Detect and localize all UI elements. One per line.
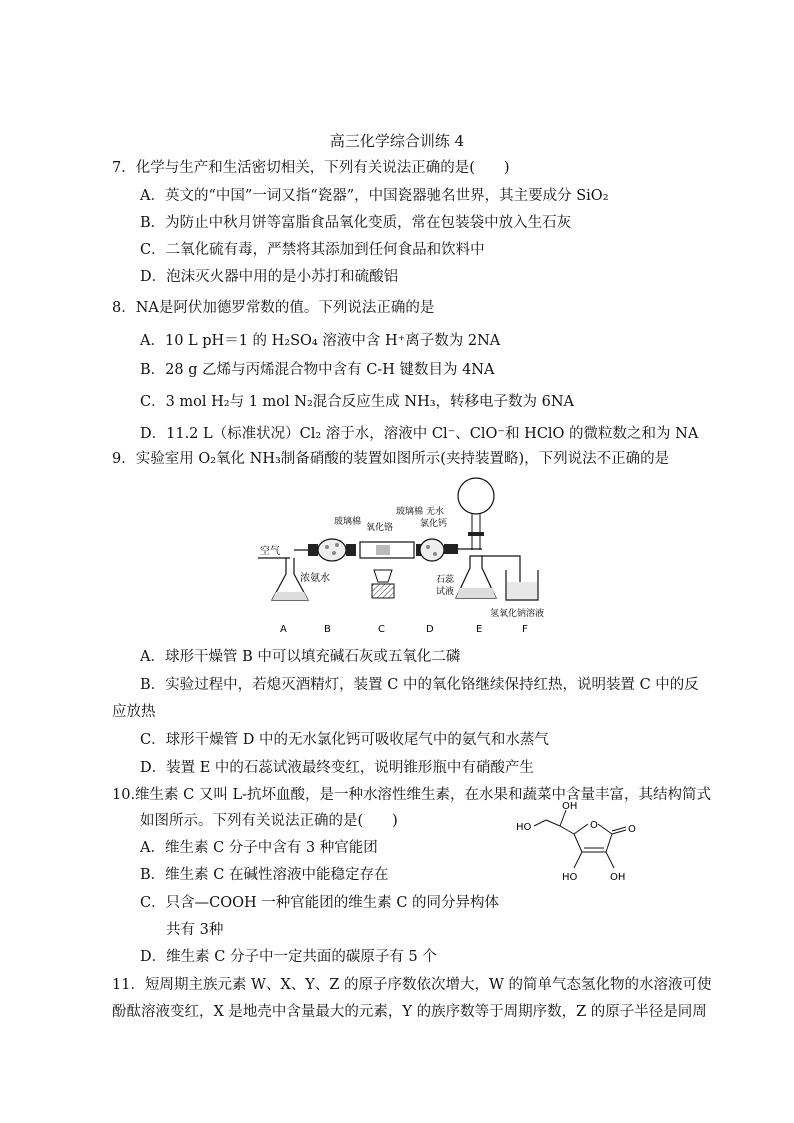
label-glasswool-2: 玻璃棉	[396, 507, 424, 517]
q10-stem-1: 10.维生素 C 又叫 L-抗坏血酸，是一种水溶性维生素，在水果和蔬菜中含量丰富，其结构简式	[112, 787, 712, 803]
q11-line-2: 酚酞溶液变红，X 是地壳中含量最大的元素，Y 的族序数等于周期序数，Z 的原子半径是同周	[112, 1004, 707, 1020]
q9-option-b-2: 应放热	[112, 704, 156, 720]
label-f: F	[522, 624, 528, 635]
label-e: E	[476, 624, 483, 635]
struct-o-keto: O	[628, 824, 636, 835]
q11-line-1: 11．短周期主族元素 W、X、Y、Z 的原子序数依次增大，W 的简单气态氢化物的水溶液可使	[112, 977, 712, 993]
q8-option-d: D．11.2 L（标准状况）Cl₂ 溶于水，溶液中 Cl⁻、ClO⁻和 HClO 的微粒数之和为 NA	[140, 426, 699, 442]
struct-o-ring: O	[590, 820, 598, 831]
q10-option-c-2: 共有 3种	[166, 922, 224, 938]
q9-option-c: C．球形干燥管 D 中的无水氯化钙可吸收尾气中的氨气和水蒸气	[140, 732, 549, 748]
label-d: D	[426, 624, 434, 635]
label-ammonia: 浓氨水	[300, 573, 330, 584]
q7-option-c: C．二氧化硫有毒，严禁将其添加到任何食品和饮料中	[140, 242, 485, 258]
q7-option-d: D．泡沫灭火器中用的是小苏打和硫酸铝	[140, 269, 399, 285]
label-cacl2-1: 无水	[426, 507, 445, 517]
page-title: 高三化学综合训练 4	[329, 132, 465, 150]
label-litmus-1: 石蕊	[436, 575, 455, 585]
q9-option-d: D．装置 E 中的石蕊试液最终变红，说明锥形瓶中有硝酸产生	[140, 760, 534, 776]
q7-option-b: B．为防止中秋月饼等富脂食品氧化变质，常在包装袋中放入生石灰	[140, 215, 572, 231]
label-glasswool-1: 玻璃棉	[334, 517, 362, 527]
drying-tube-b	[318, 539, 346, 561]
apparatus-diagram	[250, 470, 550, 640]
label-catalyst: 氧化铬	[366, 523, 394, 533]
struct-ho-2: HO	[562, 872, 578, 883]
q9-stem: 9．实验室用 O₂氧化 NH₃制备硝酸的装置如图所示(夹持装置略)，下列说法不正确的是	[112, 451, 670, 467]
drying-tube-d	[420, 539, 444, 561]
q10-option-a: A．维生素 C 分子中含有 3 种官能团	[140, 840, 378, 856]
q10-option-b: B．维生素 C 在碱性溶液中能稳定存在	[140, 867, 389, 883]
q10-stem-2: 如图所示。下列有关说法正确的是( )	[140, 813, 398, 829]
q9-option-b-1: B．实验过程中，若熄灭酒精灯，装置 C 中的氧化铬继续保持红热，说明装置 C 中的反	[140, 677, 699, 693]
q8-option-c: C．3 mol H₂与 1 mol N₂混合反应生成 NH₃，转移电子数为 6NA	[140, 394, 575, 410]
label-naoh: 氢氧化钠溶液	[490, 609, 545, 619]
label-a: A	[280, 624, 287, 635]
q7-option-a: A．英文的“中国”一词又指“瓷器”，中国瓷器驰名世界，其主要成分 SiO₂	[140, 188, 609, 204]
q10-option-c-1: C．只含—COOH 一种官能团的维生素 C 的同分异构体	[140, 895, 500, 911]
q8-option-b: B．28 g 乙烯与丙烯混合物中含有 C-H 键数目为 4NA	[140, 362, 495, 378]
q7-stem: 7．化学与生产和生活密切相关，下列有关说法正确的是( )	[112, 160, 510, 176]
label-c: C	[378, 624, 385, 635]
vitamin-c-structure	[510, 800, 650, 890]
label-cacl2-2: 氯化钙	[420, 519, 448, 529]
bulb-flask	[458, 478, 494, 514]
q8-option-a: A．10 L pH＝1 的 H₂SO₄ 溶液中含 H⁺离子数为 2NA	[140, 333, 501, 349]
label-air: 空气	[260, 546, 280, 557]
label-litmus-2: 试液	[436, 587, 455, 597]
q10-option-d: D．维生素 C 分子中一定共面的碳原子有 5 个	[140, 949, 437, 965]
struct-ho-1: HO	[516, 822, 532, 833]
struct-oh-1: OH	[562, 801, 578, 812]
q9-option-a: A．球形干燥管 B 中可以填充碱石灰或五氧化二磷	[140, 649, 461, 665]
q8-stem: 8．NA是阿伏加德罗常数的值。下列说法正确的是	[112, 300, 435, 316]
label-b: B	[324, 624, 331, 635]
struct-oh-2: OH	[610, 872, 626, 883]
